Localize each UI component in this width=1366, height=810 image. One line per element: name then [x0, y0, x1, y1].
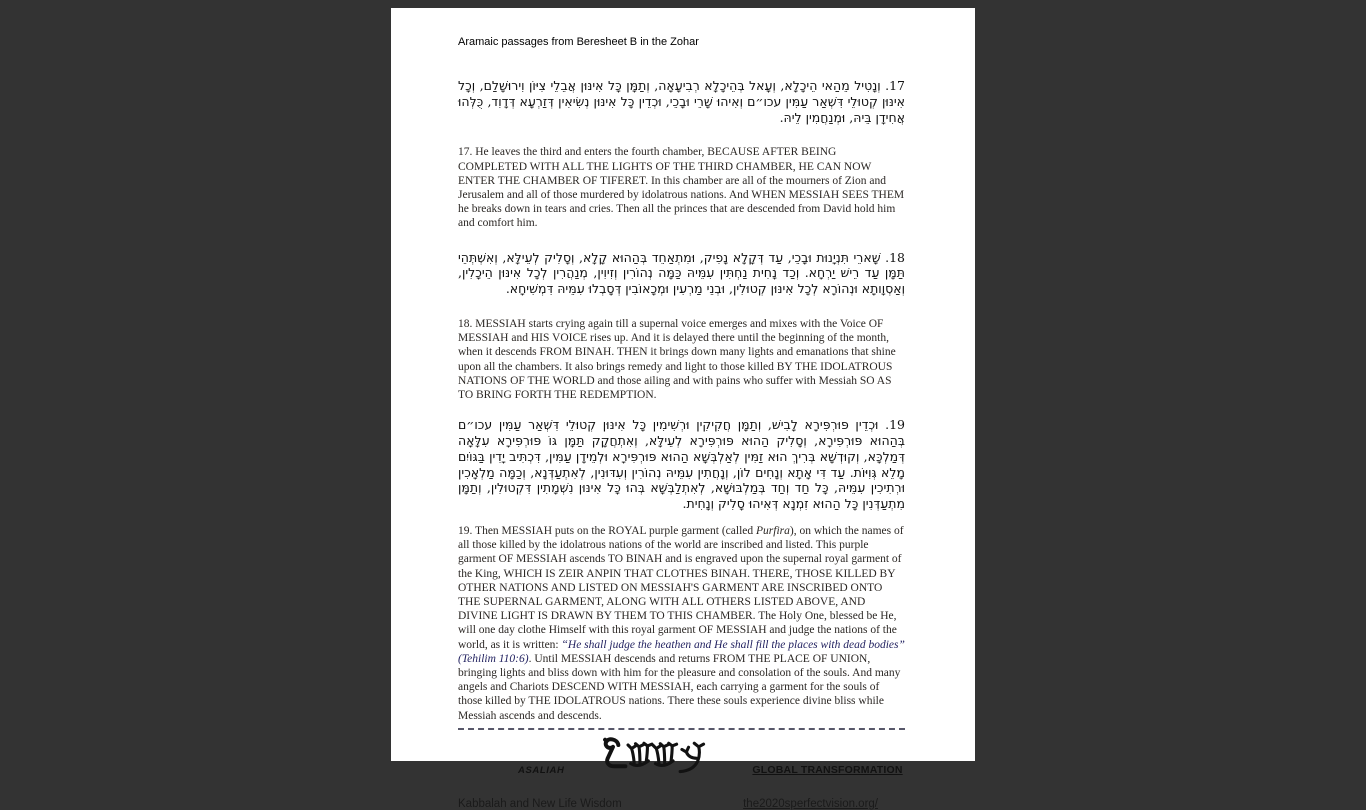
english-passage-19	[458, 524, 905, 723]
english-passage-19-lead: 19. Then MESSIAH puts on the ROYAL purple garment (called	[458, 525, 756, 537]
english-passage-19-tail: . Until MESSIAH descends and returns FROM THE PLACE OF UNION, bringing lights and bliss down with him for the pleasure and consolation of the souls. And many angels and Chariots DESCEND WITH MESSIAH, each carrying a garment for the souls of those killed by THE IDOLATROUS nations. There these souls experience divine bliss while Messiah ascends and descends.	[458, 652, 901, 722]
aramaic-passage-19: 19. וּכְדֵין פּוּרְפִּירָא לָבִישׁ, וְתַמָּן חֲקִיקִין וּרְשִׁימִין כָּל אִינּוּן קְטוּלֵי דִּשְׁאַר עַמִּין עכו״ם בְּהַהוּא פּוּרְפִּירָא, וְסָלִיק הַהוּא פּוּרְפִּירָא לְעֵילָּא, וְאִתְחֲקָק תַּמָּן גּוֹ פּוּרְפִּירָא עִלָּאָה דְּמַלְכָּא, וְקוּדְשָׁא בְּרִיךְ הוּא זַמִּין לְאַלְבְּשָׁא הַהוּא פּוּרְפִּירָא וּלְמֵידָן עַמִּין, דִּכְתִּיב יָדִין בַּגּוֹיִם מָלֵא גְּוִיּוֹת. עַד דִּי אָתָא וְנָחִים לוֹן, וְנָחֲתִין עִמֵּיהּ נְהוֹרִין וְעִדּוּנִין, לְאִתְעַדְּנָא, וְכַמָּה מַלְאָכִין וּרְתִיכִין עִמֵּיהּ, כָּל חַד וְחַד בְּמַלְבּוּשָׁא, לְאִתְלַבְּשָׁא בְּהוּ כָּל אִינּוּן נִשְׁמָתִין דִּקְטוּלִין, וְתַמָּן מִתְעַדְּנִין כָּל הַהוּא זִמְנָא דְּאִיהוּ סָלִיק וְנָחִית.	[458, 417, 905, 512]
english-passage-18: 18. MESSIAH starts crying again till a supernal voice emerges and mixes with the Voice OF MESSIAH and HIS VOICE rises up. And it is delayed there until the beginning of the month, when it descends FROM BINAH. THEN it brings down many lights and emanations that shine upon all the chambers. It also brings remedy and light to those killed BY THE IDOLATROUS NATIONS OF THE WORLD and those ailing and with pains who suffer with Messiah SO AS TO BRING FORTH THE REDEMPTION.	[458, 318, 896, 402]
global-transformation-link[interactable]: GLOBAL TRANSFORMATION	[752, 763, 903, 776]
footer-row	[458, 798, 905, 810]
asaliah-brand-label: ASALIAH	[518, 764, 565, 776]
paleo-hebrew-script-logo-icon	[598, 735, 704, 782]
document-page	[391, 8, 975, 810]
dashed-separator	[458, 728, 905, 730]
aramaic-passage-17: 17. וְנָטִיל מֵהַאי הֵיכָלָא, וְעָאל בְּהֵיכָלָא רְבִיעָאָה, וְתַמָּן כָּל אִינּוּן אֲבֵלֵי צִיּוֹן וִירוּשָׁלַם, וְכָל אִינּוּן קְטוּלֵי דִּשְׁאַר עַמִּין עכו״ם וְאִיהוּ שָׁרֵי וּבָכֵי, וּכְדֵין כָּל אִינּוּן נְשִׂיאִין דְּזַרְעָא דְּדָוִד, כֻּלְּהוּ אֲחִידָן בֵּיהּ, וּמְנַחֲמִין לֵיהּ.	[458, 78, 905, 125]
aramaic-passage-18: 18. שָׁארֵי תִּנְיָנוּת וּבָכֵי, עַד דְּקָלָא נָפִיק, וּמִתְאַחֵד בְּהַהוּא קָלָא, וְסָלִיק לְעֵילָּא, וְאִשְׁתְּהֵי תַּמָּן עַד רֵישׁ יַרְחָא. וְכַד נָחִית נַחְתִּין עִמֵּיהּ כַּמָּה נְהוֹרִין וְזִיוִין, מְנַהֲרִין לְכָל אִינּוּן הֵיכָלִין, וְאַסְוָותָא וּנְהוֹרָא לְכָל אִינּוּן קְטוּלִין, וּבְנֵי מַרְעִין וּמְכָאוֹבִין דְּסָבְלוּ עִמֵּיהּ דִּמְשִׁיחָא.	[458, 249, 905, 297]
scripture-quote: “He shall judge the heathen and He shall fill the places with dead bodies” (Tehilim 110:6)	[458, 638, 905, 665]
footer-tagline: Kabbalah and New Life Wisdom	[458, 797, 622, 810]
page-title: Aramaic passages from Beresheet B in the Zohar	[458, 36, 699, 48]
footer-site-link[interactable]: the2020sperfectvision.org/	[743, 797, 878, 810]
english-passage-19-middle: ), on which the names of all those killed by the idolatrous nations of the world are inscribed and listed. This purple garment OF MESSIAH ascends TO BINAH and is engraved upon the supernal royal garment of the King, WHICH IS ZEIR ANPIN THAT CLOTHES BINAH. THERE, THOSE KILLED BY OTHER NATIONS AND LISTED ON MESSIAH'S GARMENT ARE INSCRIBED ONTO THE SUPERNAL GARMENT, ALONG WITH ALL OTHERS LISTED ABOVE, AND DIVINE LIGHT IS DRAWN BY THEM TO THIS CHAMBER. The Holy One, blessed be He, will one day clothe Himself with this royal garment OF MESSIAH and judge the nations of the world, as it is written:	[458, 525, 904, 651]
english-passage-17: 17. He leaves the third and enters the fourth chamber, BECAUSE AFTER BEING COMPLETED WITH ALL THE LIGHTS OF THE THIRD CHAMBER, HE CAN NOW ENTER THE CHAMBER OF TIFERET. In this chamber are all of the mourners of Zion and Jerusalem and all of those murdered by idolatrous nations. And WHEN MESSIAH SEES THEM he breaks down in tears and cries. Then all the princes that are descended from David hold him and comfort him.	[458, 146, 905, 230]
logo-row	[458, 732, 905, 784]
purfira-term: Purfira	[756, 525, 790, 537]
